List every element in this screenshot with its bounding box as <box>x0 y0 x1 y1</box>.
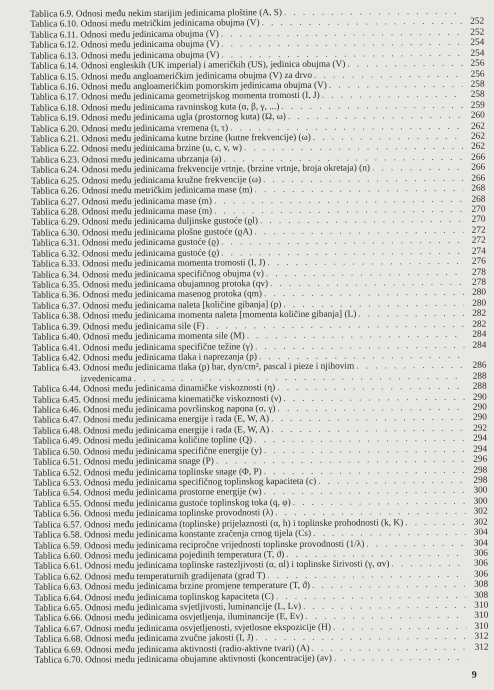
toc-entry-page: 290 <box>472 402 487 413</box>
toc-entry-page: 300 <box>473 496 488 507</box>
toc-entry-title: Tablica 6.68. Odnosi među jedinicama zvučne jakosti (I, J) <box>34 633 254 646</box>
toc-entry-title: Tablica 6.38. Odnosi među jedinicama momenta naleta [momenta količine gibanja] (L) <box>32 309 357 323</box>
toc-entry-page: 282 <box>472 308 487 319</box>
toc-entry-title: Tablica 6.67. Odnosi među jedinicama osvjetljenosti, svjetlosne ekspozicije (H) <box>34 622 331 635</box>
dot-leader <box>334 653 467 664</box>
toc-entry-title: Tablica 6.22. Odnosi među jedinicama brzine (u, c, v, w) <box>31 143 243 156</box>
toc-entry-title: Tablica 6.60. Odnosi među jedinicama pojedinih temperatura (T, ϑ) <box>33 549 285 562</box>
toc-entry-title: Tablica 6.39. Odnosi među jedinicama sile (F) <box>32 321 205 333</box>
toc-entry-page: 280 <box>472 298 487 309</box>
toc-entry-page: 272 <box>471 235 486 246</box>
toc-entry-page: 254 <box>470 48 485 59</box>
toc-entry-title: Tablica 6.62. Odnosi među temperaturnih gradijenata (grad T) <box>33 570 266 583</box>
toc-entry-title: Tablica 6.23. Odnosi među jedinicama ubrzanja (a) <box>31 154 222 166</box>
toc-entry-title: Tablica 6.42. Odnosi među jedinicama tlaka i naprezanja (p) <box>32 352 258 364</box>
toc-entry-page: 284 <box>472 340 487 351</box>
toc-entry-title: Tablica 6.21. Odnosi među jedinicama kutne brzine (kutne frekvencije) (ω) <box>30 132 311 145</box>
toc-entry-title: izvedenicama <box>80 373 132 385</box>
toc-entry-title: Tablica 6.29. Odnosi među jedinicama duljinske gustoće (ϱl) <box>31 216 258 229</box>
toc-entry-title: Tablica 6.58. Odnosi među jedinicama konstante zračenja crnog tijela (Cs) <box>33 528 312 541</box>
toc-entry-page: 296 <box>473 454 488 465</box>
toc-entry-title: Tablica 6.54. Odnosi među jedinicama prostorne energije (w) <box>33 487 262 500</box>
toc-entry-title: Tablica 6.14. Odnosi engleskih (UK imperial) i američkih (US), jedinica obujma (V) <box>30 59 346 72</box>
toc-entry-page: 300 <box>473 486 488 497</box>
toc-entry-page: 308 <box>474 590 489 601</box>
toc-entry-page: 280 <box>472 288 487 299</box>
toc-entry-title: Tablica 6.63. Odnosi među jedinicama brzine promjene temperature (T, ϑ) <box>34 581 311 593</box>
toc-entry-page: 286 <box>472 360 487 372</box>
toc-entry-page: 262 <box>471 142 486 153</box>
toc-entry-title: Tablica 6.24. Odnosi među jedinicama frekvencije vrtnje, (brzine vrtnje, broja okretaja) (n) <box>31 163 371 177</box>
toc-entry-title: Tablica 6.45. Odnosi među jedinicama kinematičke viskoznosti (ν) <box>32 393 282 406</box>
toc-entry-page: 310 <box>474 621 489 632</box>
toc-entry-page: 290 <box>472 392 487 403</box>
toc-entry-page: 258 <box>470 89 485 101</box>
toc-entry-title: Tablica 6.10. Odnosi među metričkim jedinicama obujma (V) <box>30 18 260 31</box>
toc-entry-title: Tablica 6.17. Odnosi među jedinicama geometrijskog momenta tromosti (I, J) <box>30 91 320 104</box>
toc-entry-title: Tablica 6.20. Odnosi među jedinicama vremena (t, τ) <box>30 123 229 135</box>
toc-entry-page: 266 <box>471 152 486 163</box>
page-number: 9 <box>471 669 477 681</box>
toc-entry-title: Tablica 6.51. Odnosi među jedinicama snage (P) <box>33 456 214 468</box>
toc-entry-title: Tablica 6.9. Odnosi među nekim starijim jedinicama ploštine (A, S) <box>30 8 283 20</box>
toc-entry-title: Tablica 6.69. Odnosi među jedinicama aktivnosti (radio-aktivne tvari) (A) <box>34 643 310 656</box>
toc-entry-title: Tablica 6.53. Odnosi među jedinicama specifičnog toplinskog kapaciteta (c) <box>33 476 317 489</box>
toc-entry-page: 270 <box>471 204 486 215</box>
toc-entry-page: 302 <box>473 517 488 528</box>
toc-entry-title: Tablica 6.40. Odnosi među jedinicama momenta sile (M) <box>32 331 245 343</box>
toc-entry-title: Tablica 6.52. Odnosi među jedinicama toplinske snage (Φ, P) <box>33 466 262 479</box>
toc-entry-page: 310 <box>474 600 489 611</box>
toc-entry-title: Tablica 6.12. Odnosi među jedinicama obujma (V) <box>30 39 220 52</box>
toc-entry-page: 268 <box>471 194 486 205</box>
dot-leader <box>366 538 466 549</box>
toc-entry-title: Tablica 6.15. Odnosi među angloameričkim jedinicama obujma (V) za drvo <box>30 70 313 83</box>
toc-entry-page: 284 <box>472 329 487 340</box>
toc-entry-page: 288 <box>472 371 487 382</box>
toc-entry-page: 312 <box>474 642 489 653</box>
toc-entry-title: Tablica 6.33. Odnosi među jedinicama momenta tromosti (I, J) <box>31 258 266 270</box>
toc-entry-title: Tablica 6.50. Odnosi među jedinicama specifične energije (y) <box>33 445 262 458</box>
toc-entry-title: Tablica 6.26. Odnosi među metričkim jedinicama mase (m) <box>31 185 253 197</box>
toc-entry-title: Tablica 6.34. Odnosi među jedinicama specifičnog obujma (v) <box>31 268 264 281</box>
toc-entry-title: Tablica 6.55. Odnosi među jedinicama gustoće toplinskog toka (q, φ) <box>33 497 291 510</box>
toc-entry-title: Tablica 6.70. Odnosi među jedinicama obujamne aktivnosti (koncentracije) (av) <box>34 653 332 666</box>
toc-entry-title: Tablica 6.19. Odnosi među jedinicama ugla (prostornog kuta) (Ω, ω) <box>30 112 286 125</box>
toc-entry-page: 306 <box>474 569 489 580</box>
toc-entry-page: 310 <box>474 611 489 622</box>
toc-entry-page: 256 <box>470 58 485 69</box>
toc-entry-page: 266 <box>471 173 486 184</box>
toc-entry-page: 254 <box>470 37 485 48</box>
dot-leader <box>356 361 464 372</box>
toc-entry-page: 252 <box>470 27 485 38</box>
toc-entry-page: 278 <box>471 267 486 278</box>
toc-entry-page: 304 <box>473 538 488 549</box>
toc-entry-title: Tablica 6.47. Odnosi među jedinicama energije i rada (E, W, A) <box>32 414 270 427</box>
toc-entry-page: 292 <box>473 423 488 434</box>
toc-entry-title: Tablica 6.56. Odnosi među jedinicama toplinske provodnosti (λ) <box>33 508 274 521</box>
toc-entry-page: 302 <box>473 506 488 517</box>
toc-entry-page: 252 <box>470 17 485 28</box>
toc-entry-page: 262 <box>470 121 485 132</box>
toc-entry-title: Tablica 6.41. Odnosi među jedinicama specifične težine (γ) <box>32 341 254 354</box>
toc-entry-title: Tablica 6.43. Odnosi među jedinicama tlaka (p) bar, dyn/cm², pascal i pieze i njihovim <box>32 361 355 375</box>
toc-entry-title: Tablica 6.13. Odnosi među jedinicama obujma (V) <box>30 50 220 62</box>
toc-entry-title: Tablica 6.36. Odnosi među jedinicama masenog protoka (qm) <box>32 289 263 302</box>
toc-entry-page: 298 <box>473 465 488 476</box>
toc-entry-page: 260 <box>470 110 485 121</box>
toc-entry-page: 266 <box>471 162 486 174</box>
toc-entry-title: Tablica 6.37. Odnosi među jedinicama naleta [količine gibanja] (p) <box>32 299 282 312</box>
toc-entry-page: 298 <box>473 475 488 486</box>
toc-entry-page: 259 <box>470 100 485 111</box>
toc-entry-title: Tablica 6.49. Odnosi među jedinicama količine topline (Q) <box>33 435 253 448</box>
toc-entry-page: 270 <box>471 215 486 226</box>
toc-entry-title: Tablica 6.57. Odnosi među jedinicama (toplinske) prijelaznosti (α, h) i toplinske prohodnosti (k, K) <box>33 517 404 531</box>
toc-entry-title: Tablica 6.44. Odnosi među jedinicama dinamičke viskoznosti (η) <box>32 383 276 395</box>
toc-entry-page: 262 <box>470 131 486 142</box>
toc-entry-page: 276 <box>471 256 486 267</box>
toc-entry-title: Tablica 6.30. Odnosi među jedinicama plošne gustoće (ϱA) <box>31 227 253 239</box>
toc-entry-page: 274 <box>471 246 486 257</box>
toc-entry-title: Tablica 6.64. Odnosi među jedinicama toplinskog kapaciteta (C) <box>34 591 274 604</box>
toc-entry-title: Tablica 6.66. Odnosi među jedinicama osvjetljenja, iluminancije (E, Ev) <box>34 612 304 625</box>
toc-entry-title: Tablica 6.35. Odnosi među jedinicama obujamnog protoka (qv) <box>31 279 269 291</box>
toc-entry-page: 294 <box>473 433 488 445</box>
dot-leader <box>391 559 466 570</box>
toc-entry-title: Tablica 6.59. Odnosi među jedinicama recipročne vrijednosti toplinske provodnosti (1/λ) <box>33 538 365 552</box>
toc-entry-title: Tablica 6.18. Odnosi među jedinicama ravninskog kuta (α, β, γ, ...) <box>30 101 280 114</box>
toc-entry-page: 268 <box>471 183 486 194</box>
toc-entry-title: Tablica 6.32. Odnosi među jedinicama gustoće (ϱ) <box>31 248 220 260</box>
toc-entry-title: Tablica 6.25. Odnosi među jedinicama kružne frekvencije (ω) <box>31 174 262 187</box>
toc-entry-title: Tablica 6.31. Odnosi među jedinicama gustoće (ϱ) <box>31 237 220 250</box>
toc-entry-page: 294 <box>473 444 488 455</box>
toc-entry-page: 282 <box>472 319 487 330</box>
toc-entry-title: Tablica 6.27. Odnosi među jedinicama mase (m) <box>31 196 213 208</box>
toc-entry <box>35 653 489 667</box>
toc-entry-title: Tablica 6.48. Odnosi među jedinicama energije i rada (E, W, A) <box>32 425 270 437</box>
toc-entry-title: Tablica 6.65. Odnosi među jedinicama svjetljivosti, luminancije (L, Lv) <box>34 601 302 614</box>
table-list <box>30 7 489 667</box>
dot-leader <box>405 517 465 528</box>
toc-entry-title: Tablica 6.16. Odnosi među angloameričkim pomorskim jedinicama obujma (V) <box>30 80 327 93</box>
toc-entry-page: 256 <box>470 69 485 80</box>
dot-leader <box>358 309 464 320</box>
toc-entry-page: 278 <box>471 277 487 288</box>
toc-entry-page: 306 <box>473 558 488 570</box>
toc-entry-page: 272 <box>471 225 486 236</box>
toc-entry-title: Tablica 6.46. Odnosi među jedinicama površinskog napona (σ, γ) <box>32 404 276 416</box>
toc-entry-page: 258 <box>470 79 485 90</box>
toc-entry-title: Tablica 6.61. Odnosi među jedinicama toplinske rastezljivosti (α, αl) i toplinske širivosti (γ, αv) <box>33 559 390 573</box>
toc-entry-page: 290 <box>472 413 487 424</box>
toc-entry-page: 312 <box>474 631 489 643</box>
toc-entry-page: 304 <box>473 527 488 538</box>
toc-entry-page: 288 <box>472 381 487 392</box>
toc-entry-title: Tablica 6.28. Odnosi među jedinicama mase (m) <box>31 206 213 218</box>
dot-leader <box>372 163 463 174</box>
toc-entry-title: Tablica 6.11. Odnosi među jedinicama obujma (V) <box>30 29 219 41</box>
toc-entry-page: 306 <box>473 548 488 559</box>
toc-entry-page: 308 <box>474 579 489 590</box>
